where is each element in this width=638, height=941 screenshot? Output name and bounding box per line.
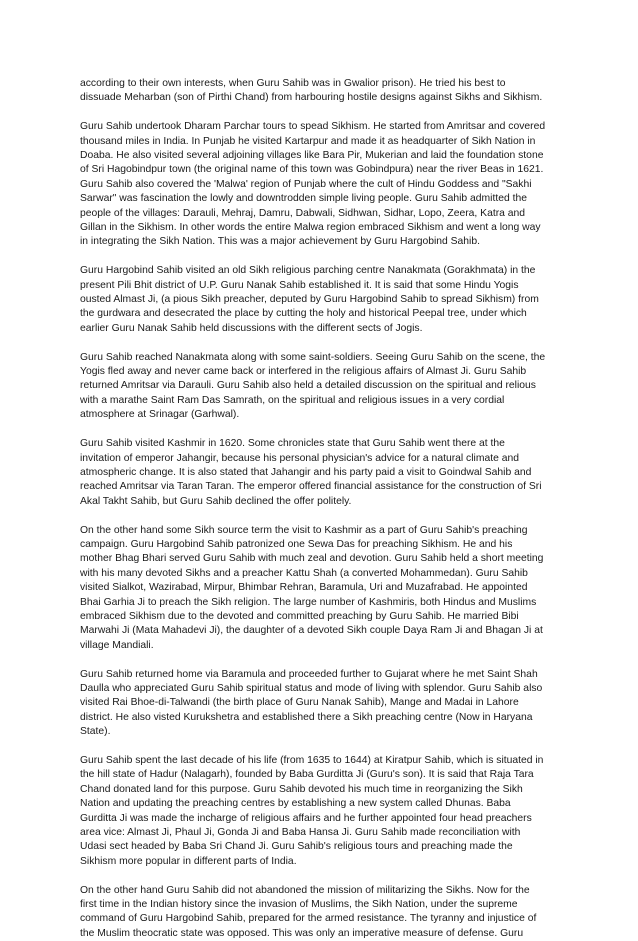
paragraph-kashmir-visit: Guru Sahib visited Kashmir in 1620. Some chronicles state that Guru Sahib went there at the invitation of emperor Jahangir, because his personal physician's advice for a natural climate and atmospheric change. It is also stated that Jahangir and his party paid a visit to Goindwal Sahib and reached Amritsar via Taran Taran. The emperor offered financial assistance for the construction of Sri Akal Takht Sahib, but Guru Sahib declined the offer politely.: [80, 438, 542, 507]
paragraph-return-gujarat: Guru Sahib returned home via Baramula and proceeded further to Gujarat where he met Saint Shah Daulla who appreciated Guru Sahib spiritual status and mode of living with splendor. Guru Sahib also visited Rai Bhoe-di-Talwandi (the birth place of Guru Nanak Sahib), Mange and Madai in Lahore district. He also visted Kurukshetra and established there a Sikh preaching centre (Now in Haryana State).: [80, 668, 543, 738]
paragraph-militarizing: On the other hand Guru Sahib did not abandoned the mission of militarizing the Sikhs. Now for the first time in the Indian history since the invasion of Muslims, the Sikh Nation, under the supreme command of Guru Hargobind Sahib, prepared for the armed resistance. The tyranny and injustice of the Muslim theocratic state was opposed. This was only an imperative measure of defense. Guru: [80, 884, 537, 939]
paragraph-kashmir-preaching: On the other hand some Sikh source term the visit to Kashmir as a part of Guru Sahib's preaching campaign. Guru Hargobind Sahib patronized one Sewa Das for preaching Sikhism. He and his mother Bhag Bhari served Guru Sahib with much zeal and devotion. Guru Sahib held a short meeting with his many devoted Sikhs and a preacher Kattu Shah (a converted Mohammedan). Guru Sahib visited Sialkot, Wazirabad, Mirpur, Bhimbar Rehran, Baramula, Uri and Muzafrabad. He appointed Bhai Garhia Ji to preach the Sikh religion. The large number of Kashmiris, both Hindus and Muslims embraced Sikhism due to the devoted and committed preaching by Guru Sahib. He married Bibi Marwahi Ji (Mata Mahadevi Ji), the daughter of a devoted Sikh couple Daya Ram Ji and Bhagan Ji at village Mandiali.: [80, 524, 544, 651]
paragraph-nanakmata-visit: Guru Hargobind Sahib visited an old Sikh religious parching centre Nanakmata (Gorakhmata) in the present Pili Bhit district of U.P. Guru Nanak Sahib established it. It is said that some Hindu Yogis ousted Almast Ji, (a pious Sikh preacher, deputed by Guru Hargobind Sahib to spread Sikhism) from the gurdwara and desecrated the place by cutting the holy and historical Peepal tree, under which earlier Guru Nanak Sahib held discussions with the different sects of Jogis.: [80, 265, 539, 334]
paragraph-intro: according to their own interests, when Guru Sahib was in Gwalior prison). He tried his best to dissuade Meharban (son of Pirthi Chand) from harbouring hostile designs against Sikhs and Sikhism.: [80, 78, 543, 104]
paragraph-kiratpur-decade: Guru Sahib spent the last decade of his life (from 1635 to 1644) at Kiratpur Sahib, which is situated in the hill state of Hadur (Nalagarh), founded by Baba Gurditta Ji (Guru's son). It is said that Raja Tara Chand donated land for this purpose. Guru Sahib devoted his much time in reorganizing the Sikh Nation and updating the preaching centres by establishing a new system called Dhunas. Baba Gurditta Ji was made the incharge of religious affairs and he further appointed four head preachers area vice: Almast Ji, Phaul Ji, Gonda Ji and Baba Hansa Ji. Guru Sahib made reconciliation with Udasi sect headed by Baba Sri Chand Ji. Guru Sahib's religious tours and preaching made the Sikhism more popular in different parts of India.: [80, 754, 544, 867]
document-body: [80, 77, 564, 941]
paragraph-nanakmata-arrival: Guru Sahib reached Nanakmata along with some saint-soldiers. Seeing Guru Sahib on the scene, the Yogis fled away and never came back or interfered in the religious affairs of Almast Ji. Guru Sahib returned Amritsar via Darauli. Guru Sahib also held a detailed discussion on the spiritual and relious with a marathe Saint Ram Das Samrath, on the spiritual and religious issues in a very cordial atmosphere at Srinagar (Garhwal).: [80, 351, 546, 421]
paragraph-dharam-parchar-tours: Guru Sahib undertook Dharam Parchar tours to spead Sikhism. He started from Amritsar and covered thousand miles in India. In Punjab he visited Kartarpur and made it as headquarter of Sikh Nation in Doaba. He also visited several adjoining villages like Bara Pir, Mukerian and laid the foundation stone of Sri Hagobindpur town (the original name of this town was Gobindpura) near the river Beas in 1621. Guru Sahib also covered the 'Malwa' region of Punjab where the cult of Hindu Goddess and "Sakhi Sarwar" was fascination the lowly and downtrodden simple living people. Guru Sahib admitted the people of the villages: Darauli, Mehraj, Damru, Dabwali, Sidhwan, Sidhar, Lopo, Zeera, Katra and Gillan in the Sikhism. In other words the entire Malwa region embraced Sikhism and went a long way in integrating the Sikh Nation. This was a major achievement by Guru Hargobind Sahib.: [80, 121, 546, 248]
